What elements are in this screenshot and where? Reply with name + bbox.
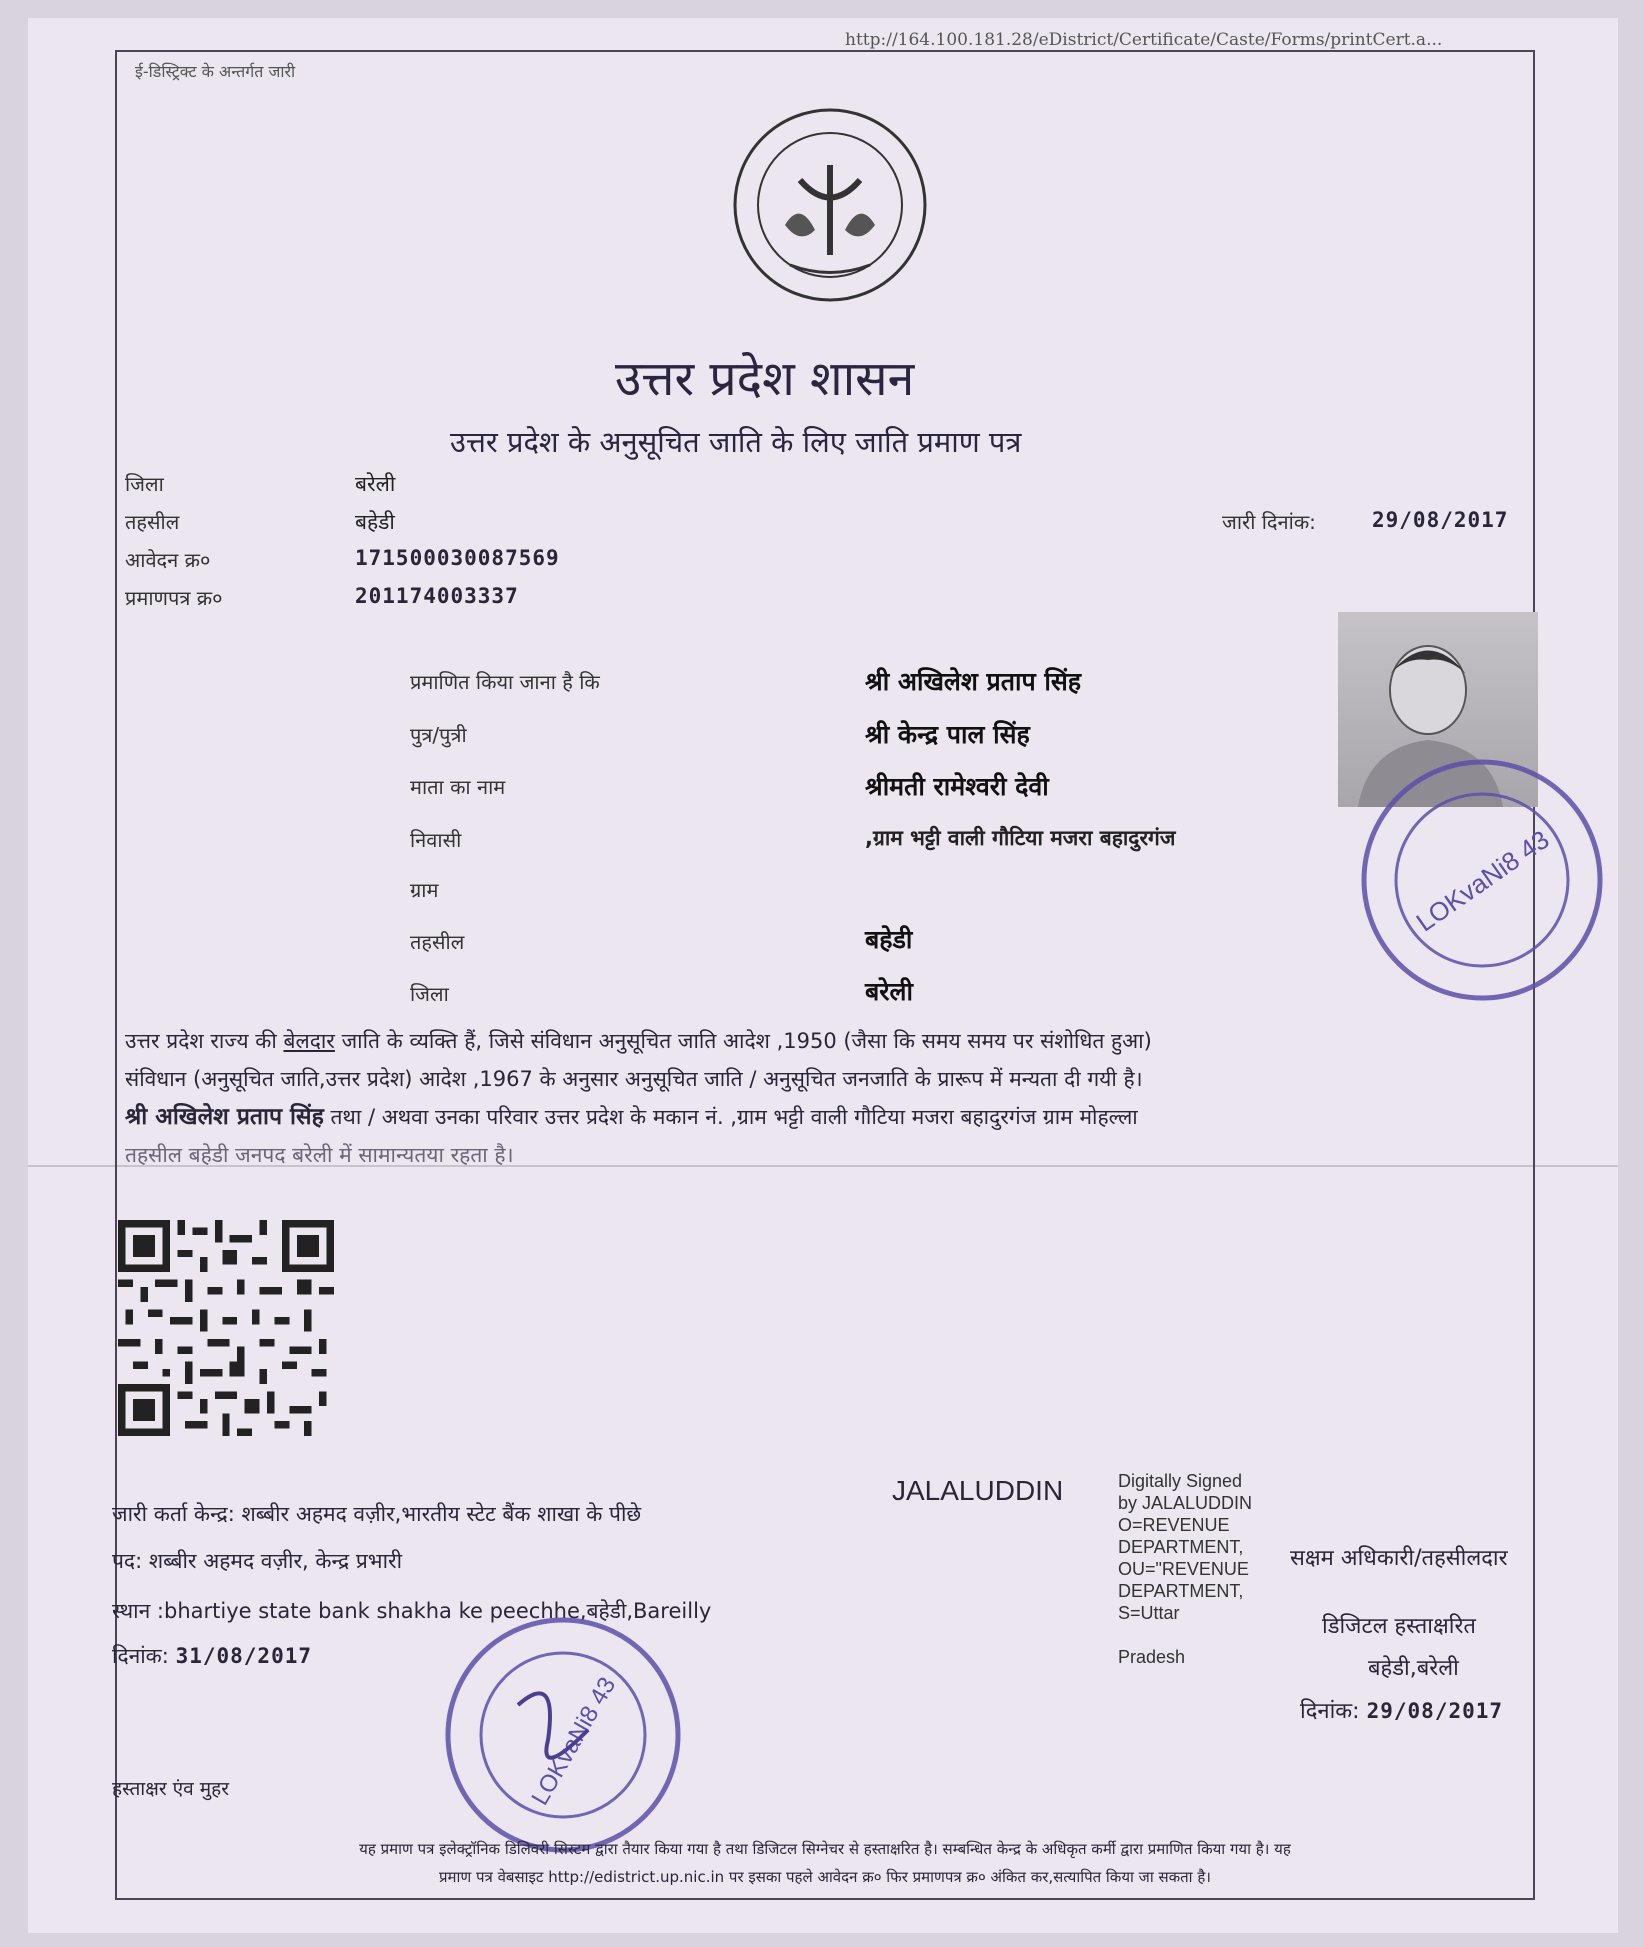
digital-signature-block <box>1118 1470 1252 1668</box>
sig-line: DEPARTMENT, <box>1118 1581 1244 1601</box>
para-line1-post: जाति के व्यक्ति हैं, जिसे संविधान अनुसूचित जाति आदेश ,1950 (जैसा कि समय समय पर संशोधित हुआ) <box>334 1029 1152 1053</box>
detail-label: तहसील <box>410 930 465 954</box>
para-line2: संविधान (अनुसूचित जाति,उत्तर प्रदेश) आदेश ,1967 के अनुसार अनुसूचित जाति / अनुसूचित जनजाति के प्रारूप में मन्यता दी गयी है। <box>125 1067 1143 1091</box>
sig-line: OU="REVENUE <box>1118 1559 1249 1579</box>
seal-text: LOKvaNi8 43 <box>1410 824 1555 938</box>
tehsil-value: बहेडी <box>355 510 395 534</box>
digitally-signed-label: डिजिटल हस्ताक्षरित <box>1322 1614 1476 1639</box>
certificate-paragraph <box>125 1022 1525 1174</box>
sig-line <box>1118 1624 1252 1646</box>
certificate-number: 201174003337 <box>355 584 519 608</box>
seal-text: LOKvaNi8 43 <box>526 1672 622 1810</box>
detail-label: पुत्र/पुत्री <box>410 723 467 747</box>
issuer-date-value: 31/08/2017 <box>175 1644 313 1668</box>
source-url: http://164.100.181.28/eDistrict/Certificate/Caste/Forms/printCert.a... <box>845 30 1443 50</box>
issued-under-note: ई-डिस्ट्रिक्ट के अन्तर्गत जारी <box>135 62 296 81</box>
sig-line: Digitally Signed <box>1118 1471 1243 1491</box>
up-emblem-icon <box>730 105 930 305</box>
detail-label: माता का नाम <box>410 775 506 799</box>
issuer-post: पद: शब्बीर अहमद वज़ीर, केन्द्र प्रभारी <box>112 1549 403 1573</box>
footer-line: यह प्रमाण पत्र इलेक्ट्रॉनिक डिलिवरी सिस्टम द्वारा तैयार किया गया है तथा डिजिटल सिग्नेचर से हस्ताक्षरित है। सम्बन्धित केन्द्र के अधिकृत कर्मी द्वारा प्रमाणित किया गया है। यह <box>359 1840 1291 1858</box>
detail-label: जिला <box>410 982 449 1006</box>
detail-value: बहेडी <box>865 925 913 954</box>
sign-and-seal-label: हस्ताक्षर एंव मुहर <box>112 1778 229 1800</box>
signer-name: JALALUDDIN <box>892 1475 1064 1506</box>
detail-label: निवासी <box>410 828 462 852</box>
signature-place: बहेडी,बरेली <box>1368 1656 1459 1681</box>
detail-value: श्रीमती रामेश्वरी देवी <box>865 772 1049 801</box>
official-seal-icon <box>438 1610 688 1860</box>
district-value: बरेली <box>355 472 396 496</box>
page-title: उत्तर प्रदेश शासन <box>615 351 915 407</box>
issue-date-label: जारी दिनांक: <box>1222 510 1316 534</box>
sig-line: DEPARTMENT, <box>1118 1537 1244 1557</box>
tehsil-label: तहसील <box>125 510 180 534</box>
signature-date-label: दिनांक: <box>1300 1699 1360 1724</box>
sig-line: Pradesh <box>1118 1647 1186 1667</box>
detail-value: श्री अखिलेश प्रताप सिंह <box>865 667 1082 696</box>
sig-line: by JALALUDDIN <box>1118 1493 1253 1513</box>
application-number: 171500030087569 <box>355 546 560 570</box>
issue-date-value: 29/08/2017 <box>1372 508 1509 532</box>
para-line4: तहसील बहेडी जनपद बरेली में सामान्यतया रहता है। <box>125 1143 514 1167</box>
detail-value: बरेली <box>865 977 913 1006</box>
footer-line: प्रमाण पत्र वेबसाइट http://edistrict.up.nic.in पर इसका पहले आवेदन क्र० फिर प्रमाणपत्र क्र० अंकित कर,सत्यापित किया जा सकता है। <box>439 1868 1211 1886</box>
qr-code-icon <box>118 1220 334 1436</box>
authority-title: सक्षम अधिकारी/तहसीलदार <box>1290 1546 1508 1571</box>
detail-label: ग्राम <box>410 878 439 902</box>
footer-note <box>120 1835 1530 1891</box>
signature-date-value: 29/08/2017 <box>1366 1699 1504 1723</box>
sig-line: S=Uttar <box>1118 1603 1180 1623</box>
detail-label: प्रमाणित किया जाना है कि <box>410 670 600 694</box>
detail-value: ,ग्राम भट्टी वाली गौटिया मजरा बहादुरगंज <box>865 826 1176 850</box>
para-line3-rest: तथा / अथवा उनका परिवार उत्तर प्रदेश के मकान नं. ,ग्राम भट्टी वाली गौटिया मजरा बहादुरगंज ग्राम मोहल्ला <box>323 1105 1138 1129</box>
detail-value: श्री केन्द्र पाल सिंह <box>865 720 1030 749</box>
application-label: आवेदन क्र० <box>125 548 211 572</box>
issuer-place: स्थान :bhartiye state bank shakha ke peechhe,बहेडी,Bareilly <box>112 1599 712 1623</box>
issuer-date-label: दिनांक: <box>112 1644 169 1668</box>
official-seal-icon <box>1352 750 1612 1010</box>
certificate-subtitle: उत्तर प्रदेश के अनुसूचित जाति के लिए जाति प्रमाण पत्र <box>450 425 1022 459</box>
district-label: जिला <box>125 472 164 496</box>
issuing-center: जारी कर्ता केन्द्र: शब्बीर अहमद वज़ीर,भारतीय स्टेट बैंक शाखा के पीछे <box>112 1502 642 1526</box>
sig-line: O=REVENUE <box>1118 1515 1230 1535</box>
caste-name: बेलदार <box>283 1029 335 1053</box>
certificate-no-label: प्रमाणपत्र क्र० <box>125 586 223 610</box>
para-line1-pre: उत्तर प्रदेश राज्य की <box>125 1029 284 1053</box>
para-person-name: श्री अखिलेश प्रताप सिंह <box>125 1104 324 1130</box>
